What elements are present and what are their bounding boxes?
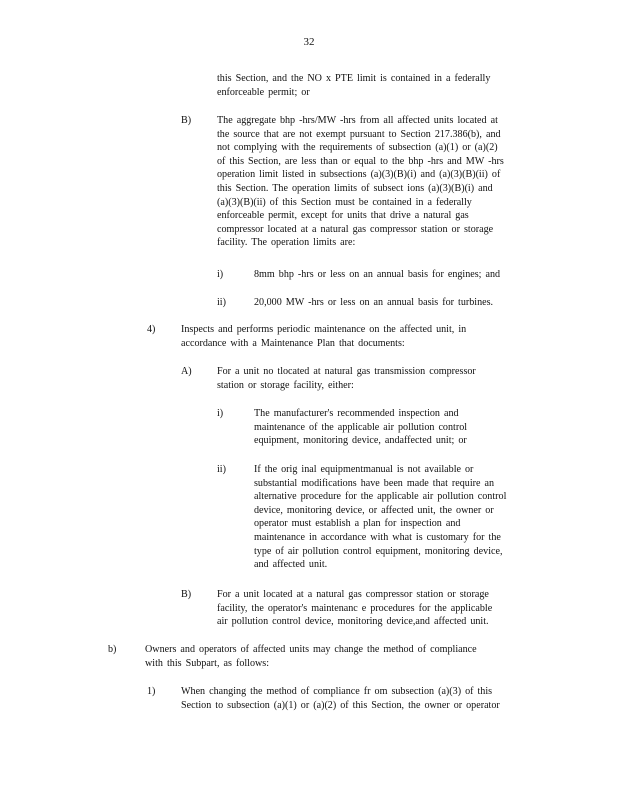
text-line: of this Section, are less than or equal to the bhp -hrs and MW -hrs (217, 155, 504, 167)
item-label-b: b) (108, 644, 117, 655)
paragraph-4-inspects (181, 323, 466, 350)
text-line: operation limit listed in subsections (a)(3)(B)(i) and (a)(3)(B)(ii) of (217, 169, 501, 181)
paragraph-1-changing (181, 685, 500, 712)
text-line: facility. The operation limits are: (217, 237, 356, 249)
text-line: substantial modifications have been made that require an (254, 477, 495, 489)
text-line: For a unit no tlocated at natural gas transmission compressor (217, 366, 476, 377)
text-line: (a)(3)(B)(ii) of this Section must be contained in a federally (217, 196, 472, 208)
text-line: station or storage facility, either: (217, 379, 354, 391)
text-line: enforceable permit; or (217, 86, 310, 98)
paragraph-b-owners (145, 643, 477, 670)
paragraph-Bii (254, 296, 493, 310)
item-label-Ai: i) (217, 408, 224, 419)
item-label-1: 1) (147, 686, 156, 697)
text-line: maintenance in accordance with what is customary for the (254, 531, 501, 543)
text-line: type of air pollution control equipment, monitoring device, (254, 545, 503, 557)
text-line: this Section, and the NO x PTE limit is contained in a federally (217, 73, 491, 84)
paragraph-B-compressor (217, 588, 492, 629)
text-line: and affected unit. (254, 559, 328, 571)
text-line: If the orig inal equipmentmanual is not available or (254, 464, 474, 475)
paragraph-A (217, 365, 476, 392)
item-label-B: B) (181, 115, 192, 126)
text-line: For a unit located at a natural gas compressor station or storage (217, 589, 489, 600)
item-label-B2: B) (181, 589, 192, 600)
text-line: maintenance of the applicable air pollution control (254, 421, 468, 433)
text-line: with this Subpart, as follows: (145, 657, 270, 669)
item-label-Aii: ii) (217, 464, 226, 475)
item-label-Bi: i) (217, 269, 224, 280)
text-line: this Section. The operation limits of subsect ions (a)(3)(B)(i) and (217, 182, 493, 194)
text-line: Inspects and performs periodic maintenance on the affected unit, in (181, 324, 467, 335)
text-line: equipment, monitoring device, andaffected unit; or (254, 435, 467, 447)
text-line: enforceable permit, except for units that drive a natural gas (217, 210, 469, 222)
text-line: When changing the method of compliance fr om subsection (a)(3) of this (181, 686, 493, 697)
paragraph-Bi (254, 268, 500, 282)
text-line: device, monitoring device, or affected unit, the owner or (254, 504, 494, 516)
text-line: alternative procedure for the applicable air pollution control (254, 491, 507, 503)
text-line: Owners and operators of affected units may change the method of compliance (145, 644, 477, 655)
text-line: The aggregate bhp -hrs/MW -hrs from all affected units located at (217, 115, 498, 126)
paragraph-Ai (254, 407, 467, 448)
paragraph-Aii (254, 463, 506, 572)
text-line: 8mm bhp -hrs or less on an annual basis for engines; and (254, 269, 501, 280)
text-line: air pollution control device, monitoring device,and affected unit. (217, 616, 489, 628)
item-label-A: A) (181, 366, 192, 377)
page-number: 32 (303, 36, 315, 48)
text-line: operator must establish a plan for inspection and (254, 518, 461, 530)
text-line: accordance with a Maintenance Plan that documents: (181, 337, 405, 349)
text-line: the source that are not exempt pursuant to Section 217.386(b), and (217, 128, 501, 140)
paragraph-continuation (217, 72, 527, 99)
text-line: facility, the operator's maintenanc e procedures for the applicable (217, 602, 493, 614)
text-line: not complying with the requirements of subsection (a)(1) or (a)(2) (217, 142, 498, 154)
text-line: compressor located at a natural gas compressor station or storage (217, 223, 494, 235)
text-line: Section to subsection (a)(1) or (a)(2) of this Section, the owner or operator (181, 699, 500, 711)
text-line: 20,000 MW -hrs or less on an annual basis for turbines. (254, 297, 494, 308)
paragraph-B-aggregate (217, 114, 529, 250)
text-line: The manufacturer's recommended inspection and (254, 408, 459, 419)
item-label-Bii: ii) (217, 297, 226, 308)
item-label-4: 4) (147, 324, 156, 335)
